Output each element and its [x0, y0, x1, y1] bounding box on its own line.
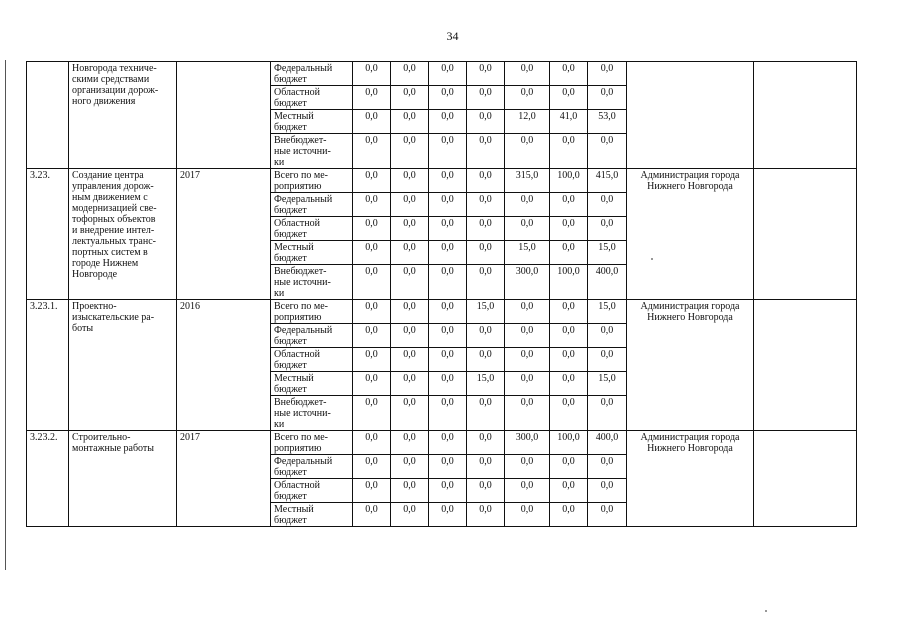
amount-cell: 0,0	[550, 86, 588, 110]
amount-cell: 0,0	[550, 455, 588, 479]
executor-cell: Администрация города Нижнего Новгорода	[627, 169, 754, 300]
amount-cell: 0,0	[353, 479, 391, 503]
amount-cell: 0,0	[353, 217, 391, 241]
amount-cell: 0,0	[550, 503, 588, 527]
amount-cell: 0,0	[353, 110, 391, 134]
table-row	[27, 62, 857, 86]
amount-cell: 0,0	[550, 241, 588, 265]
amount-cell: 0,0	[391, 503, 429, 527]
amount-cell: 100,0	[550, 169, 588, 193]
amount-cell: 0,0	[429, 348, 467, 372]
amount-cell: 0,0	[429, 265, 467, 300]
amount-cell: 400,0	[588, 431, 627, 455]
amount-cell: 0,0	[550, 324, 588, 348]
funding-source-cell: Внебюджет- ные источни- ки	[271, 134, 353, 169]
amount-cell: 0,0	[505, 479, 550, 503]
amount-cell: 0,0	[588, 455, 627, 479]
amount-cell: 0,0	[429, 455, 467, 479]
amount-cell: 0,0	[588, 86, 627, 110]
amount-cell: 0,0	[429, 62, 467, 86]
amount-cell: 0,0	[505, 455, 550, 479]
amount-cell: 0,0	[391, 217, 429, 241]
amount-cell: 0,0	[429, 169, 467, 193]
amount-cell: 0,0	[550, 134, 588, 169]
amount-cell: 15,0	[467, 300, 505, 324]
amount-cell: 0,0	[467, 503, 505, 527]
funding-source-cell: Областной бюджет	[271, 479, 353, 503]
funding-source-cell: Всего по ме- роприятию	[271, 431, 353, 455]
amount-cell: 0,0	[391, 193, 429, 217]
funding-source-cell: Областной бюджет	[271, 348, 353, 372]
amount-cell: 0,0	[588, 396, 627, 431]
amount-cell: 0,0	[505, 503, 550, 527]
amount-cell: 0,0	[391, 431, 429, 455]
amount-cell: 15,0	[588, 241, 627, 265]
amount-cell: 0,0	[467, 217, 505, 241]
amount-cell: 0,0	[505, 348, 550, 372]
funding-source-cell: Всего по ме- роприятию	[271, 169, 353, 193]
measure-name-cell: Новгорода техниче- скими средствами организации дорож- ного движения	[69, 62, 177, 169]
amount-cell: 0,0	[467, 169, 505, 193]
amount-cell: 0,0	[588, 62, 627, 86]
measure-code-cell: 3.23.1.	[27, 300, 69, 431]
amount-cell: 0,0	[391, 455, 429, 479]
amount-cell: 53,0	[588, 110, 627, 134]
amount-cell: 0,0	[353, 169, 391, 193]
amount-cell: 0,0	[391, 241, 429, 265]
amount-cell: 0,0	[467, 110, 505, 134]
amount-cell: 0,0	[550, 217, 588, 241]
table-row	[27, 431, 857, 455]
amount-cell: 415,0	[588, 169, 627, 193]
amount-cell: 0,0	[429, 300, 467, 324]
measure-year-cell: 2017	[177, 431, 271, 527]
amount-cell: 0,0	[353, 396, 391, 431]
program-measures-table	[26, 61, 857, 527]
amount-cell: 0,0	[353, 348, 391, 372]
measure-code-cell: 3.23.	[27, 169, 69, 300]
amount-cell: 0,0	[505, 86, 550, 110]
amount-cell: 0,0	[391, 134, 429, 169]
amount-cell: 0,0	[588, 134, 627, 169]
amount-cell: 0,0	[391, 348, 429, 372]
funding-source-cell: Областной бюджет	[271, 86, 353, 110]
amount-cell: 0,0	[353, 503, 391, 527]
amount-cell: 0,0	[550, 300, 588, 324]
funding-source-cell: Федеральный бюджет	[271, 193, 353, 217]
amount-cell: 0,0	[467, 324, 505, 348]
executor-cell	[627, 62, 754, 169]
amount-cell: 0,0	[588, 479, 627, 503]
measure-code-cell: 3.23.2.	[27, 431, 69, 527]
funding-source-cell: Внебюджет- ные источни- ки	[271, 396, 353, 431]
amount-cell: 0,0	[429, 110, 467, 134]
amount-cell: 0,0	[391, 479, 429, 503]
amount-cell: 0,0	[353, 193, 391, 217]
amount-cell: 0,0	[391, 372, 429, 396]
funding-source-cell: Местный бюджет	[271, 241, 353, 265]
amount-cell: 0,0	[429, 479, 467, 503]
amount-cell: 0,0	[505, 372, 550, 396]
measure-name-cell: Проектно- изыскательские ра- боты	[69, 300, 177, 431]
amount-cell: 400,0	[588, 265, 627, 300]
amount-cell: 0,0	[467, 265, 505, 300]
amount-cell: 100,0	[550, 265, 588, 300]
amount-cell: 0,0	[467, 348, 505, 372]
measure-name-cell: Создание центра управления дорож- ным движением с модернизацией све- тофорных объектов и внедрение интел- лектуальных транс- портных систем в городе Нижнем Новгороде	[69, 169, 177, 300]
amount-cell: 12,0	[505, 110, 550, 134]
executor-cell: Администрация города Нижнего Новгорода	[627, 431, 754, 527]
measure-name-cell: Строительно- монтажные работы	[69, 431, 177, 527]
note-cell	[754, 169, 857, 300]
amount-cell: 0,0	[429, 86, 467, 110]
scan-edge-line	[5, 60, 6, 570]
funding-source-cell: Федеральный бюджет	[271, 455, 353, 479]
amount-cell: 0,0	[429, 241, 467, 265]
amount-cell: 15,0	[588, 372, 627, 396]
page-number: 34	[446, 29, 459, 43]
funding-source-cell: Местный бюджет	[271, 372, 353, 396]
amount-cell: 0,0	[353, 241, 391, 265]
amount-cell: 0,0	[429, 134, 467, 169]
funding-source-cell: Всего по ме- роприятию	[271, 300, 353, 324]
amount-cell: 100,0	[550, 431, 588, 455]
amount-cell: 0,0	[429, 324, 467, 348]
note-cell	[754, 431, 857, 527]
amount-cell: 0,0	[588, 503, 627, 527]
funding-source-cell: Федеральный бюджет	[271, 62, 353, 86]
table-row	[27, 300, 857, 324]
executor-cell: Администрация города Нижнего Новгорода	[627, 300, 754, 431]
funding-source-cell: Федеральный бюджет	[271, 324, 353, 348]
amount-cell: 0,0	[588, 193, 627, 217]
funding-source-cell: Местный бюджет	[271, 110, 353, 134]
amount-cell: 0,0	[467, 134, 505, 169]
amount-cell: 0,0	[550, 193, 588, 217]
amount-cell: 0,0	[505, 217, 550, 241]
measure-year-cell	[177, 62, 271, 169]
amount-cell: 0,0	[391, 110, 429, 134]
amount-cell: 0,0	[505, 62, 550, 86]
amount-cell: 0,0	[429, 431, 467, 455]
amount-cell: 0,0	[391, 396, 429, 431]
amount-cell: 0,0	[429, 372, 467, 396]
amount-cell: 0,0	[429, 503, 467, 527]
amount-cell: 0,0	[505, 134, 550, 169]
amount-cell: 0,0	[467, 241, 505, 265]
measure-code-cell	[27, 62, 69, 169]
measure-year-cell: 2017	[177, 169, 271, 300]
amount-cell: 0,0	[467, 431, 505, 455]
amount-cell: 0,0	[353, 372, 391, 396]
amount-cell: 0,0	[353, 265, 391, 300]
amount-cell: 0,0	[467, 455, 505, 479]
amount-cell: 0,0	[467, 62, 505, 86]
amount-cell: 315,0	[505, 169, 550, 193]
amount-cell: 0,0	[588, 324, 627, 348]
amount-cell: 0,0	[353, 300, 391, 324]
amount-cell: 0,0	[588, 217, 627, 241]
amount-cell: 0,0	[550, 396, 588, 431]
amount-cell: 300,0	[505, 265, 550, 300]
amount-cell: 15,0	[505, 241, 550, 265]
amount-cell: 0,0	[391, 169, 429, 193]
amount-cell: 0,0	[550, 479, 588, 503]
amount-cell: 41,0	[550, 110, 588, 134]
funding-source-cell: Местный бюджет	[271, 503, 353, 527]
amount-cell: 0,0	[467, 86, 505, 110]
amount-cell: 0,0	[505, 396, 550, 431]
measure-year-cell: 2016	[177, 300, 271, 431]
amount-cell: 0,0	[467, 479, 505, 503]
amount-cell: 0,0	[353, 324, 391, 348]
amount-cell: 15,0	[588, 300, 627, 324]
amount-cell: 0,0	[353, 86, 391, 110]
amount-cell: 0,0	[429, 396, 467, 431]
amount-cell: 0,0	[505, 193, 550, 217]
amount-cell: 0,0	[505, 300, 550, 324]
amount-cell: 0,0	[391, 86, 429, 110]
funding-source-cell: Внебюджет- ные источни- ки	[271, 265, 353, 300]
funding-source-cell: Областной бюджет	[271, 217, 353, 241]
amount-cell: 0,0	[429, 193, 467, 217]
amount-cell: 0,0	[429, 217, 467, 241]
amount-cell: 300,0	[505, 431, 550, 455]
amount-cell: 0,0	[391, 62, 429, 86]
amount-cell: 0,0	[391, 324, 429, 348]
amount-cell: 0,0	[353, 62, 391, 86]
amount-cell: 0,0	[467, 193, 505, 217]
amount-cell: 0,0	[550, 372, 588, 396]
amount-cell: 0,0	[588, 348, 627, 372]
amount-cell: 0,0	[550, 62, 588, 86]
scan-speck	[765, 610, 767, 612]
amount-cell: 0,0	[353, 431, 391, 455]
amount-cell: 0,0	[391, 265, 429, 300]
amount-cell: 0,0	[550, 348, 588, 372]
amount-cell: 15,0	[467, 372, 505, 396]
amount-cell: 0,0	[353, 455, 391, 479]
note-cell	[754, 300, 857, 431]
table-row	[27, 169, 857, 193]
amount-cell: 0,0	[467, 396, 505, 431]
amount-cell: 0,0	[353, 134, 391, 169]
amount-cell: 0,0	[505, 324, 550, 348]
note-cell	[754, 62, 857, 169]
amount-cell: 0,0	[391, 300, 429, 324]
